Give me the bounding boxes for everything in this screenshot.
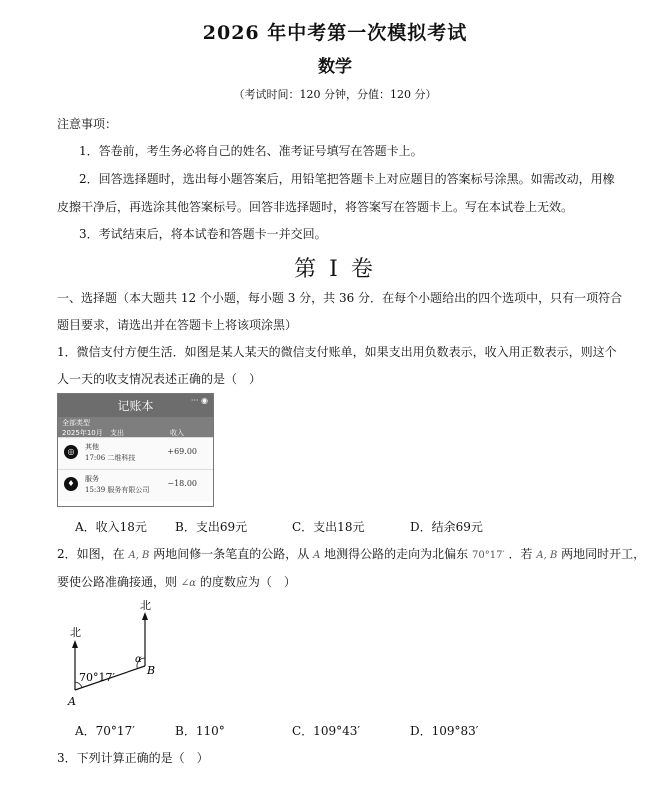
bill-row-name: 服务 <box>85 475 99 483</box>
q1-option-d: D．结余69元 <box>410 520 483 534</box>
q3-stem-line-1: 3．下列计算正确的是（ ） <box>57 751 209 765</box>
bill-expense-label: 支出 <box>110 429 124 437</box>
q2-text: 2．如图，在 <box>57 547 125 561</box>
q2-text: 两地同时开工， <box>561 547 646 561</box>
q1-stem-line-1: 1．微信支付方便生活．如图是某人某天的微信支付账单，如果支出用负数表示，收入用正数表示，则这个 <box>57 345 617 359</box>
q2-option-b: B．110° <box>175 724 225 738</box>
q2-math-ab: A, B <box>128 550 150 561</box>
more-icon: ··· ◉ <box>190 396 208 405</box>
bill-row <box>58 469 213 501</box>
north-label-b: 北 <box>140 599 151 612</box>
q2-math-a: A <box>313 550 321 561</box>
bill-row <box>58 437 213 469</box>
section-instruction-line-1: 一、选择题（本大题共 12 个小题，每小题 3 分，共 36 分．在每个小题给出的四个选项中，只有一项符合 <box>57 291 623 305</box>
bill-card <box>57 393 214 507</box>
exam-title: 2026 年中考第一次模拟考试 <box>202 22 468 44</box>
notice-item-2-line-2: 皮擦干净后，再选涂其他答案标号。回答非选择题时，将答案写在答题卡上。写在本试卷上无效。 <box>57 200 574 214</box>
q2-stem-line-1 <box>57 545 645 562</box>
q1-option-a: A．收入18元 <box>75 520 147 534</box>
bill-header <box>58 394 213 417</box>
q1-stem-line-2: 人一天的收支情况表述正确的是（ ） <box>57 372 262 386</box>
q2-text: 的度数应为（ ） <box>199 575 296 589</box>
q1-option-b: B．支出69元 <box>175 520 248 534</box>
q2-math-angle: 70°17′ <box>471 550 505 561</box>
north-label-a: 北 <box>70 626 81 639</box>
subject-title: 数学 <box>318 57 352 77</box>
q1-option-c: C．支出18元 <box>292 520 365 534</box>
q2-math-ab: A, B <box>536 550 558 561</box>
north-arrow-a-icon <box>72 640 78 648</box>
point-a-label: A <box>68 695 76 708</box>
q2-text: ．若 <box>508 547 533 561</box>
section-instruction-line-2: 题目要求，请选出并在答题卡上将该项涂黑） <box>57 318 298 332</box>
q2-math-alpha: ∠α <box>180 578 196 589</box>
bill-month: 2025年10月 <box>62 429 103 437</box>
bill-row-amount: −18.00 <box>167 479 197 488</box>
q2-text: 要使公路准确接通，则 <box>57 575 178 589</box>
north-arrow-b-icon <box>142 612 148 620</box>
bill-income-label: 收入 <box>170 429 184 437</box>
point-b-label: B <box>147 664 156 677</box>
notice-item-1: 1．答卷前，考生务必将自己的姓名、准考证号填写在答题卡上。 <box>79 144 423 158</box>
direction-diagram <box>57 598 177 710</box>
bill-filter-type: 全部类型 <box>62 419 90 427</box>
flame-icon: ♦ <box>64 477 78 491</box>
bill-filter-bar <box>58 417 213 437</box>
q2-option-c: C．109°43′ <box>292 724 361 738</box>
bill-row-amount: +69.00 <box>167 447 197 456</box>
q2-text: 地测得公路的走向为北偏东 <box>324 547 469 561</box>
notice-item-3: 3．考试结束后，将本试卷和答题卡一并交回。 <box>79 227 327 241</box>
q2-option-d: D．109°83′ <box>410 724 479 738</box>
section-title: 第 I 卷 <box>294 257 376 282</box>
exam-info: （考试时间：120 分钟，分值：120 分） <box>233 88 437 101</box>
q2-option-a: A．70°17′ <box>75 724 135 738</box>
bill-row-name: 其他 <box>85 443 99 451</box>
notice-item-2-line-1: 2．回答选择题时，选出每小题答案后，用铅笔把答题卡上对应题目的答案标号涂黑。如需改动，用橡 <box>79 172 615 186</box>
angle-label: 70°17′ <box>79 671 115 684</box>
bill-title: 记账本 <box>117 399 154 413</box>
bill-row-time: 15:39 服务有限公司 <box>85 486 150 494</box>
bill-row-time: 17:06 二维科技 <box>85 454 136 462</box>
q2-stem-line-2 <box>57 573 296 590</box>
alpha-label: α <box>135 654 142 665</box>
notice-heading: 注意事项： <box>57 117 118 131</box>
q2-text: 两地间修一条笔直的公路，从 <box>153 547 310 561</box>
payment-icon: ◎ <box>64 445 78 459</box>
